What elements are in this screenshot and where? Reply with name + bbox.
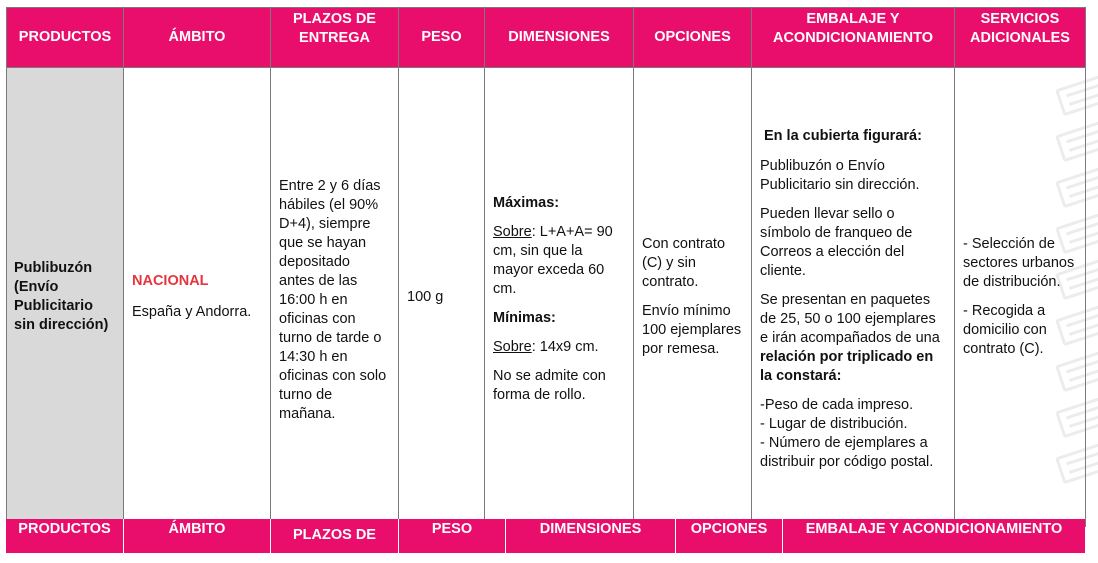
footer-ambito: ÁMBITO: [123, 519, 270, 553]
cell-dimensiones: Máximas: Sobre: L+A+A= 90 cm, sin que la mayor exceda 60 cm. Mínimas: Sobre: 14x9 cm. No se admite con forma de rollo.: [485, 68, 634, 527]
header-embalaje: EMBALAJE Y ACONDICIONAMIENTO: [752, 8, 955, 68]
cell-producto: Publibuzón (Envío Publicitario sin dirección): [7, 68, 124, 527]
table-row: [7, 68, 1086, 527]
cell-ambito: [124, 68, 271, 527]
header-row: [7, 8, 1086, 68]
footer-embalaje: EMBALAJE Y ACONDICIONAMIENTO: [782, 519, 1085, 553]
footer-dimensiones: DIMENSIONES: [505, 519, 675, 553]
products-table: [6, 7, 1086, 527]
footer-opciones: OPCIONES: [675, 519, 782, 553]
repeated-header-footer: [6, 519, 1085, 553]
header-ambito: ÁMBITO: [124, 8, 271, 68]
header-servicios: SERVICIOS ADICIONALES: [955, 8, 1086, 68]
header-plazos: PLAZOS DE ENTREGA: [271, 8, 399, 68]
header-peso: PESO: [399, 8, 485, 68]
cell-opciones: Con contrato (C) y sin contrato. Envío mínimo 100 ejemplares por remesa.: [634, 68, 752, 527]
footer-peso: PESO: [398, 519, 505, 553]
cell-servicios: - Selección de sectores urbanos de distribución. - Recogida a domicilio con contrato (C).: [955, 68, 1086, 527]
cell-embalaje: En la cubierta figurará: Publibuzón o Envío Publicitario sin dirección. Pueden llevar sello o símbolo de franqueo de Correos a elección del cliente. Se presentan en paquetes de 25, 50 o 100 ejemplares e irán acompañados de una relación por triplicado en la constará: -Peso de cada impreso. - Lugar de distribución. - Número de ejemplares a distribuir por código postal.: [752, 68, 955, 527]
cell-plazos: Entre 2 y 6 días hábiles (el 90% D+4), siempre que se hayan depositado antes de las 16:00 h en oficinas con turno de tarde o 14:30 h en oficinas con solo turno de mañana.: [271, 68, 399, 527]
ambito-text: España y Andorra.: [132, 304, 252, 320]
cell-peso: 100 g: [399, 68, 485, 527]
footer-plazos: PLAZOS DE: [270, 519, 398, 553]
footer-productos: PRODUCTOS: [6, 519, 123, 553]
header-dimensiones: DIMENSIONES: [485, 8, 634, 68]
header-opciones: OPCIONES: [634, 8, 752, 68]
header-productos: PRODUCTOS: [7, 8, 124, 68]
ambito-title: NACIONAL: [132, 273, 209, 289]
